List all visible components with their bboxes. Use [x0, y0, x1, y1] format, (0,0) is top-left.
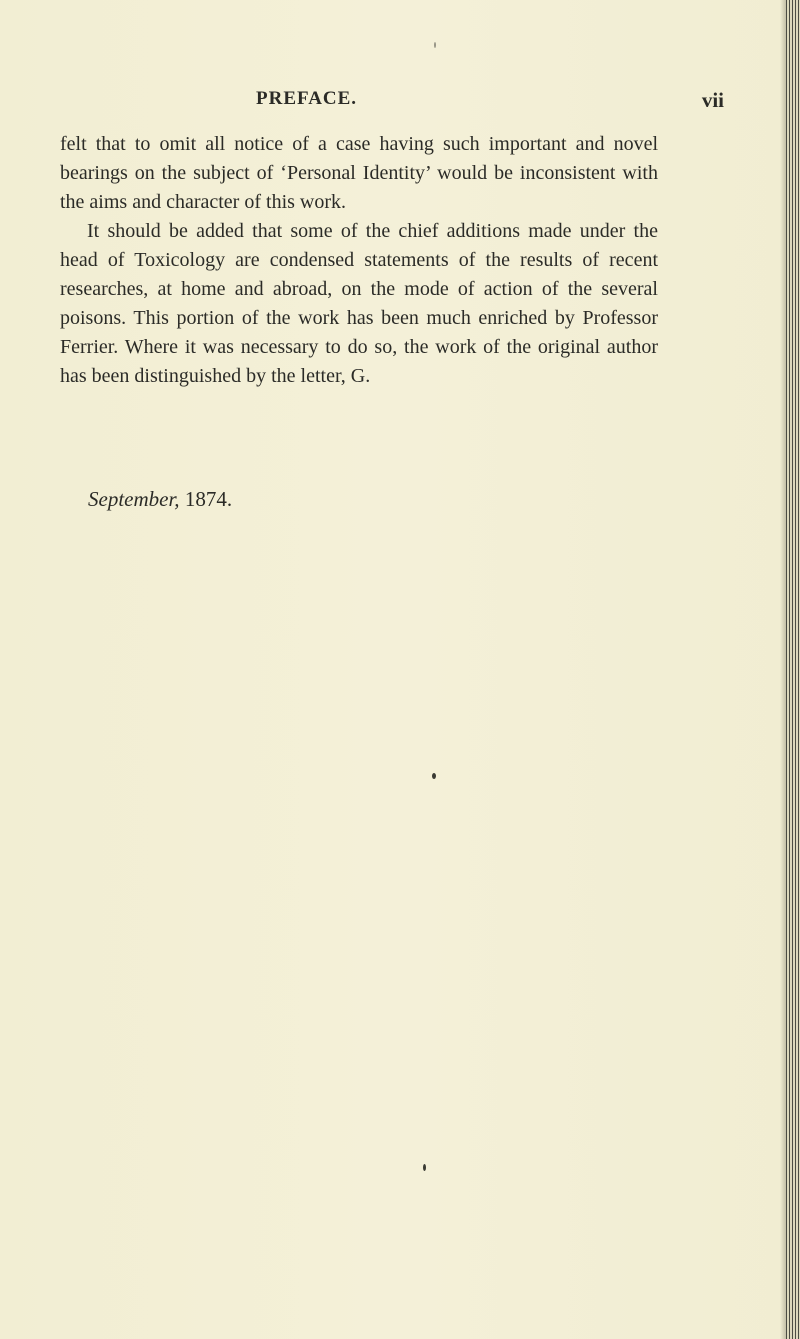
dateline-year: 1874.: [184, 487, 233, 511]
dateline: [88, 487, 232, 512]
paragraph-1: felt that to omit all notice of a case having such important and novel bearings on the subject of ‘Personal Identity’ would be inconsistent with the aims and character of this work.: [60, 133, 658, 213]
page-number: vii: [701, 88, 724, 112]
print-speck: [432, 773, 436, 779]
paragraph-2: It should be added that some of the chief additions made under the head of Toxicology are condensed statements of the results of recent researches, at home and abroad, on the mode of action of the several poisons. This portion of the work has been much enriched by Professor Ferrier. Where it was necessary to do so, the work of the original author has been distinguished by the letter, G.: [60, 220, 658, 387]
page-header: [60, 86, 784, 120]
print-speck: [423, 1164, 426, 1171]
dateline-month: September,: [88, 487, 180, 511]
print-speck: [434, 42, 436, 48]
page-edge: [786, 0, 800, 1339]
body-text: [60, 130, 658, 391]
running-head: PREFACE.: [256, 88, 358, 109]
